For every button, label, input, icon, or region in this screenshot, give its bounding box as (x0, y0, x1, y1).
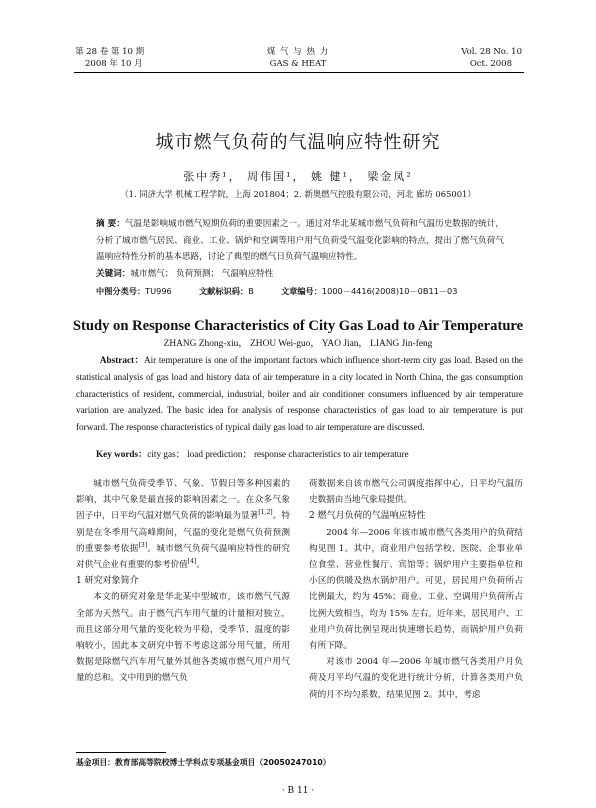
title-cn: 城市燃气负荷的气温响应特性研究 (155, 132, 441, 153)
body-right-column (309, 476, 523, 703)
keywords-cn (96, 266, 504, 283)
section-heading-2: 2 燃气月负荷的气温响应特性 (309, 511, 426, 522)
abstract-en-text: Air temperature is one of the important factors which influence short-term city gas load. Based on the statistical analysis of gas load and history data of air temperature in a city located in North China, the gas consumption characteristics of resident, commercial, industrial, boiler and air conditioner consumers influenced by air temperature variation are analyzed. The basic idea for analysis of response characteristics of gas load to air temperature is put forward. The response characteristics of typical daily gas load to air temperature are discussed. (76, 355, 523, 433)
abstract-cn-text: 气温是影响城市燃气短期负荷的重要因素之一。通过对华北某城市燃气负荷和气温历史数据的统计，分析了城市燃气居民、商业、工业、锅炉和空调等用户用气负荷受气温变化影响的特点，提出了燃气负荷气温响应特性分析的基本思路，讨论了典型的燃气日负荷气温响应特性。 (96, 219, 504, 262)
journal-volume: 第 28 卷 第 10 期 (75, 47, 145, 57)
journal-name-cn: 煤 气 与 热 力 (266, 47, 330, 57)
clc-label: 中图分类号： (96, 286, 146, 296)
abstract-cn (96, 216, 504, 266)
citation: [1,2] (258, 509, 273, 517)
funding-footnote: 基金项目：教育部高等院校博士学科点专项基金项目（20050247010） (76, 758, 331, 767)
footnote-rule (76, 752, 166, 753)
abstract-en-label: Abstract： (99, 355, 144, 365)
doc-code-label: 文献标识码： (198, 286, 249, 296)
section-1-paragraph: 本文的研究对象是华北某中型城市，该市燃气气源全部为天然气。由于燃气汽车用气量的计量相对独立，而且这部分用气量的变化较为平稳，受季节、温度的影响较小，因此本文研究中暂不考虑这部分用气量，所用数据是除燃气汽车用气量外其他各类城市燃气用户用气量的总和。文中用到的燃气负 (76, 592, 290, 684)
section-2-paragraph-2: 对该市 2004 年—2006 年城市燃气各类用户月负荷及月平均气温的变化进行统计分析，计算各类用户负荷的月不均匀系数，结果见图 2。其中，考虑 (309, 657, 523, 700)
keywords-cn-label: 关键词： (96, 269, 131, 279)
classification-line (96, 283, 516, 300)
clc-value: TU996 (145, 286, 172, 296)
continued-paragraph: 荷数据来自该市燃气公司调度指挥中心，日平均气温历史数据由当地气象局提供。 (309, 479, 523, 506)
header-rule (74, 72, 524, 73)
section-heading-1: 1 研究对象简介 (76, 576, 139, 587)
journal-date: 2008 年 10 月 (85, 59, 143, 69)
keywords-en (96, 446, 524, 463)
body-left-column (76, 476, 290, 687)
title-en: Study on Response Characteristics of City Gas Load to Air Temperature (72, 318, 524, 334)
intro-paragraph: 城市燃气负荷受季节、气象、节假日等多种因素的影响，其中气象是最直接的影响因素之一。在众多气象因子中，日平均气温对燃气负荷的影响最为显著[1,2]。特别是在冬季用气高峰期间，气温的变化是燃气负荷预测的重要参考依据[3]。城市燃气负荷气温响应特性的研究对供气企业有重要的参考价值[4]。 (76, 479, 290, 571)
authors-cn: 张中秀¹， 周伟国¹， 姚 健¹， 梁金凤² (183, 170, 413, 183)
authors-en: ZHANG Zhong-xiu， ZHOU Wei-guo， YAO Jian， LIANG Jin-feng (163, 339, 433, 349)
keywords-cn-text: 城市燃气； 负荷预测； 气温响应特性 (130, 269, 274, 279)
journal-date-en: Oct. 2008 (469, 59, 512, 69)
doc-code-value: B (248, 286, 254, 296)
keywords-en-text: city gas； load prediction； response characteristics to air temperature (147, 449, 409, 459)
page-number: · B 11 · (281, 786, 315, 796)
article-id-value: 1000－4416(2008)10－0B11－03 (321, 286, 458, 296)
abstract-en (76, 352, 523, 436)
keywords-en-label: Key words： (96, 449, 148, 459)
section-2-paragraph-1: 2004 年—2006 年该市城市燃气各类用户的负荷结构见图 1。其中，商业用户包括学校、医院、企事业单位食堂、营业性餐厅、宾馆等；锅炉用户主要指单位和小区的供暖及热水锅炉用户。可见，居民用户负荷所占比例最大，约为 45%；商业、工业、空调用户负荷所占比例大致相当，均为 15% 左右。近年来，居民用户、工业用户负荷比例呈现出快速增长趋势，而锅炉用户负荷有所下降。 (309, 527, 523, 652)
journal-vol-en: Vol. 28 No. 10 (461, 47, 522, 57)
abstract-cn-label: 摘 要： (96, 219, 125, 229)
journal-name-en: GAS & HEAT (269, 59, 327, 69)
citation: [3] (138, 541, 148, 549)
affiliation-cn: （1. 同济大学 机械工程学院，上海 201804；2. 新奥燃气控股有限公司，河北 廊坊 065001） (120, 189, 476, 199)
article-id-label: 文章编号： (280, 286, 322, 296)
citation: [4] (187, 558, 197, 566)
